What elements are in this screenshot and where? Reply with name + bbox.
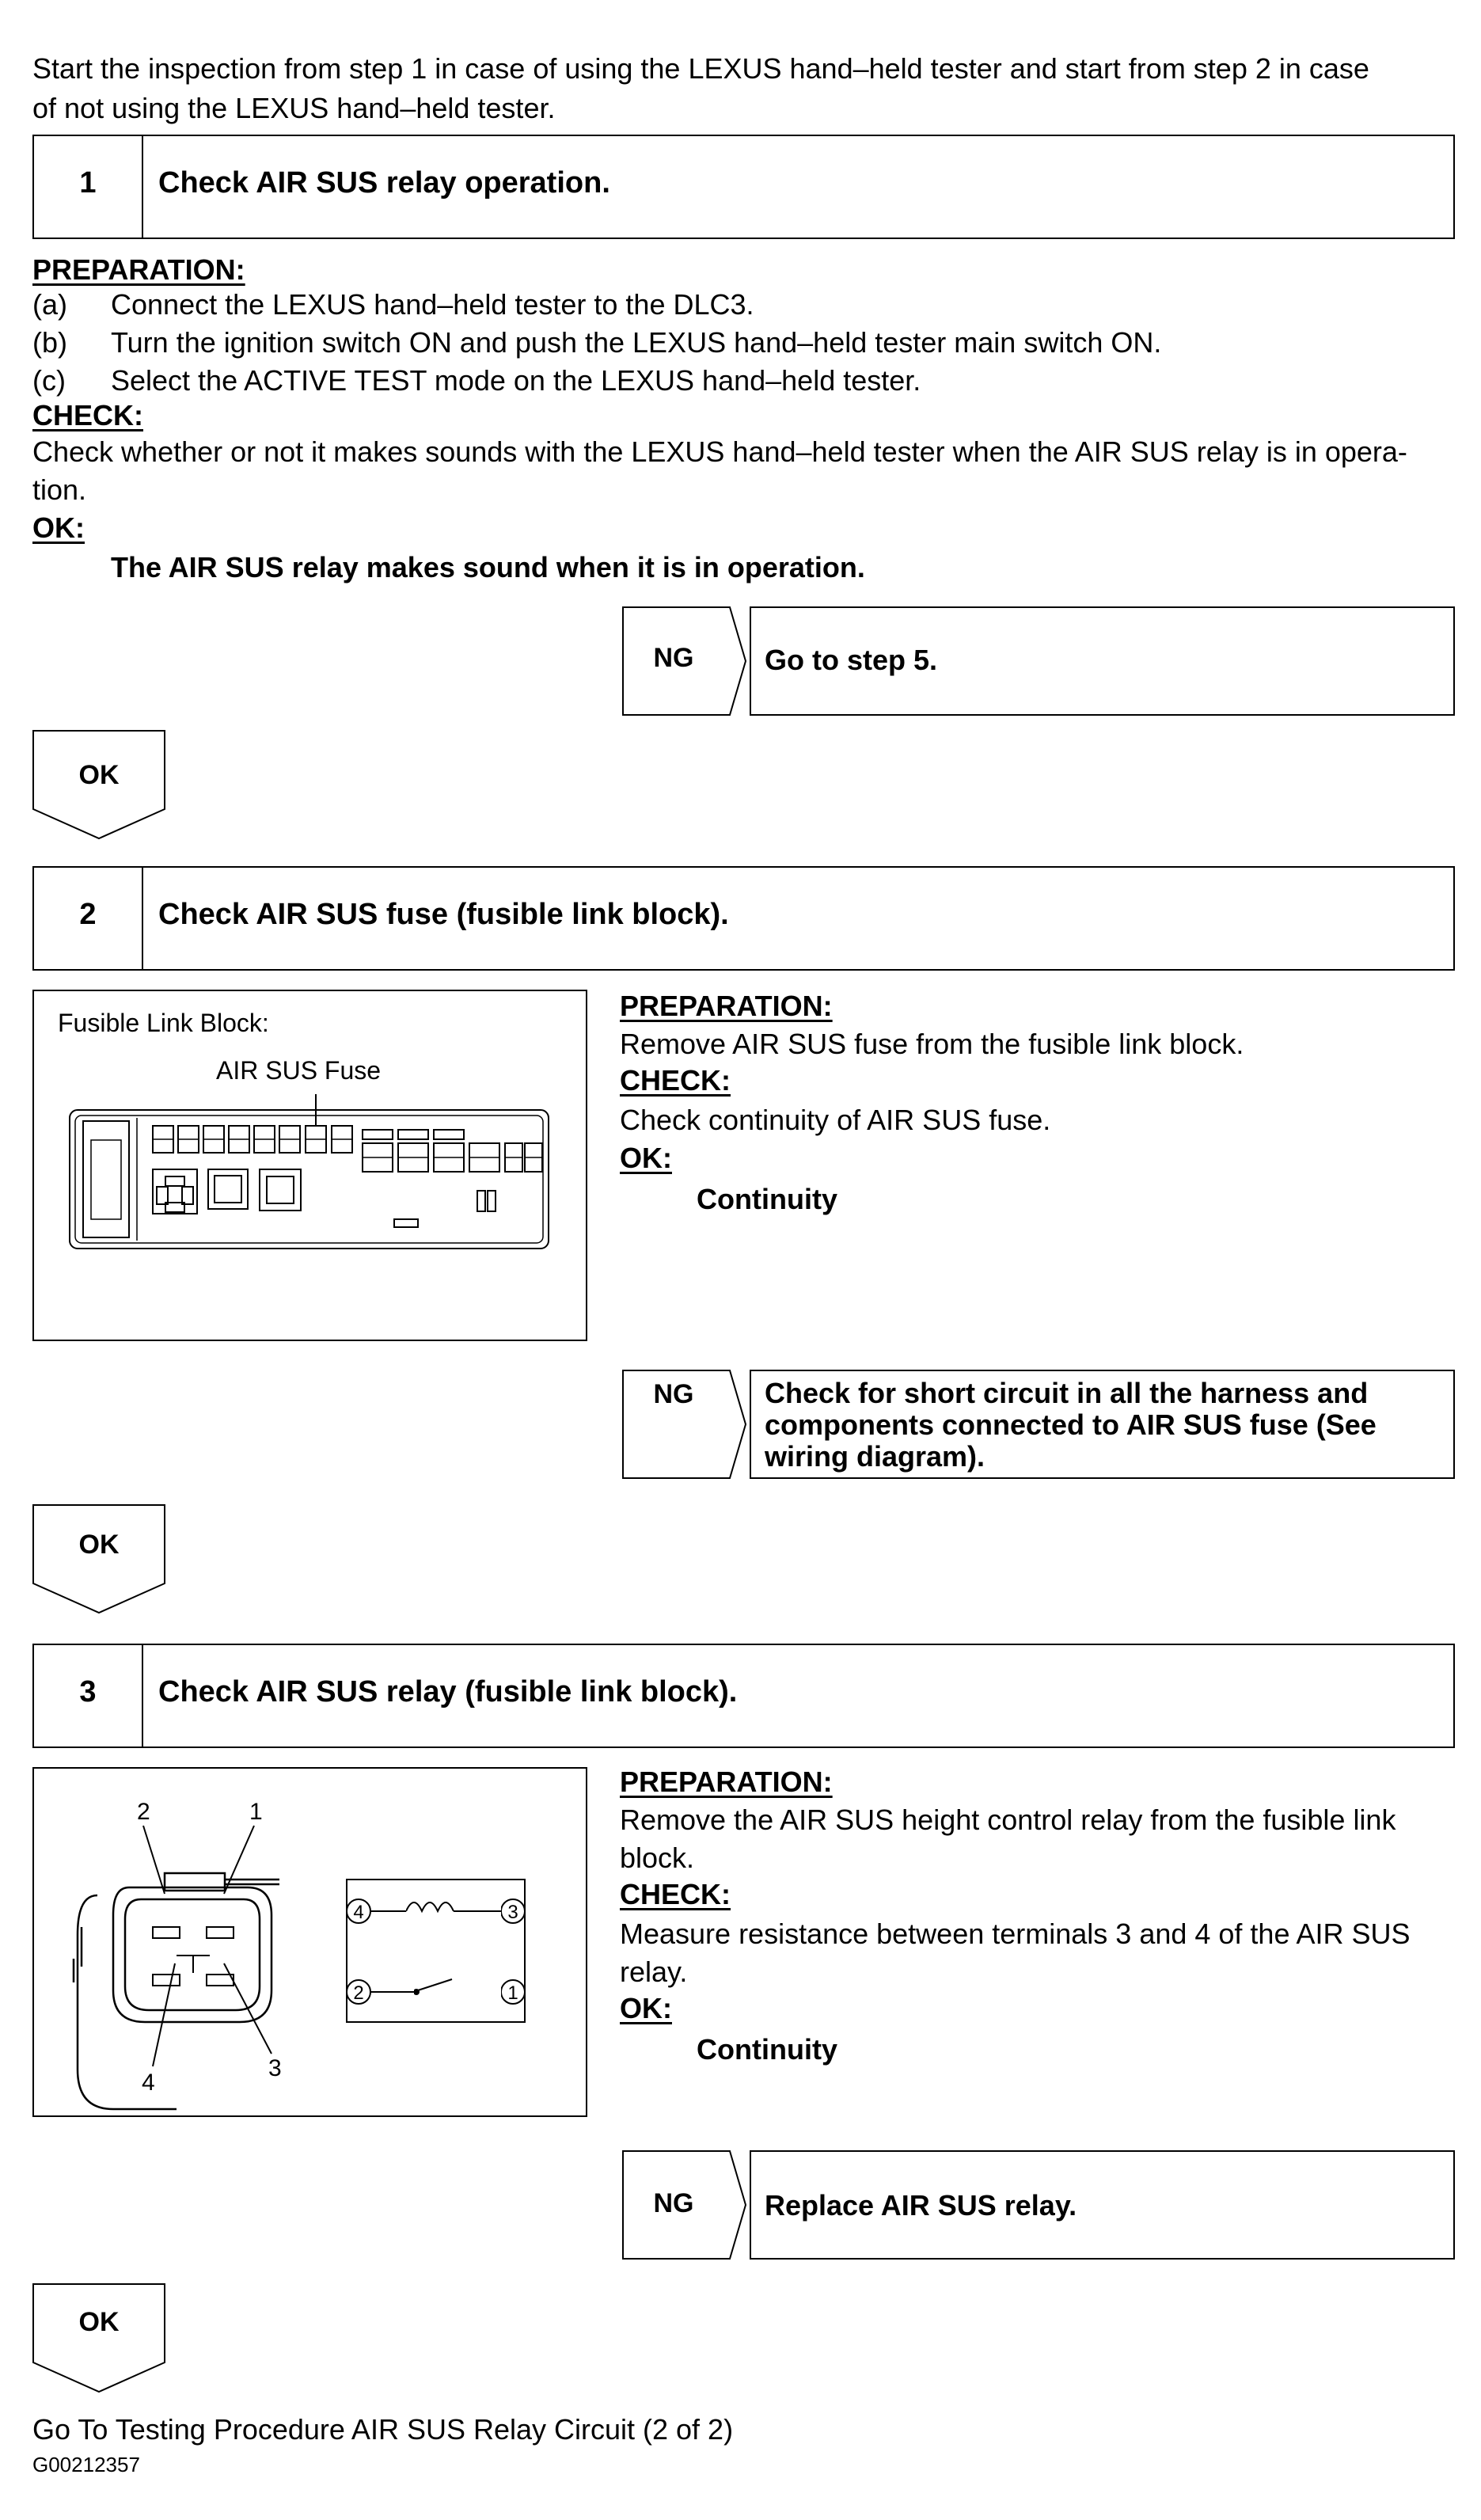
step-1-number: 1 [79,166,97,200]
air-sus-fuse-label: AIR SUS Fuse [216,1056,382,1085]
step-2-header [32,866,1455,971]
step-2-check-label: CHECK: [620,1064,731,1097]
step-1-ng-result-box [750,606,1455,716]
step-2-preparation-label: PREPARATION: [620,990,833,1022]
step-1-ok-label: OK: [32,511,85,544]
step-3-ok-text: Continuity [697,2033,837,2066]
intro-line-2: of not using the LEXUS hand–held tester. [32,92,556,124]
step-3-check-line-2: relay. [620,1956,688,1988]
step-3-ok-arrow-label: OK [78,2307,120,2337]
terminal-4-label: 4 [142,2070,155,2096]
step-2-ok-arrow-label: OK [78,1530,120,1560]
step-3-ok-arrow [32,2283,167,2394]
fusible-link-block-drawing [66,1094,556,1252]
terminal-3-label: 3 [268,2055,282,2081]
step-2-check-text: Check continuity of AIR SUS fuse. [620,1104,1051,1136]
step-2-preparation-text: Remove AIR SUS fuse from the fusible link block. [620,1028,1244,1060]
fusible-link-block-title: Fusible Link Block: [58,1009,269,1037]
step-3-ok-label: OK: [620,1992,672,2024]
terminal-1-label: 1 [249,1799,263,1825]
step-3-preparation-label: PREPARATION: [620,1766,833,1798]
step-1-prep-c-marker: (c) [32,364,66,397]
circuit-terminal-3: 3 [507,1902,518,1923]
step-3-figure [32,1767,587,2117]
step-1-prep-c-text: Select the ACTIVE TEST mode on the LEXUS hand–held tester. [111,364,921,397]
step-2-ng-result-line-1: Check for short circuit in all the harness and [765,1377,1369,1409]
circuit-terminal-2: 2 [353,1982,364,2004]
step-3-ng-result: Replace AIR SUS relay. [765,2189,1077,2222]
step-2-ok-text: Continuity [697,1183,837,1215]
figure-code: G00212357 [32,2453,140,2476]
step-1-prep-b-text: Turn the ignition switch ON and push the LEXUS hand–held tester main switch ON. [111,326,1162,359]
relay-connector-drawing [34,1769,588,2117]
circuit-terminal-1: 1 [507,1982,518,2004]
step-2-ok-label: OK: [620,1142,672,1174]
step-3-preparation-line-1: Remove the AIR SUS height control relay from the fusible link [620,1804,1396,1836]
step-1-check-line-1: Check whether or not it makes sounds with the LEXUS hand–held tester when the AIR SUS relay is in opera- [32,435,1407,468]
step-1-ok-arrow-label: OK [78,760,120,790]
step-2-figure [32,990,587,1341]
step-2-ng-result-line-3: wiring diagram). [765,1440,985,1473]
footer-goto: Go To Testing Procedure AIR SUS Relay Circuit (2 of 2) [32,2413,734,2446]
step-3-ng-result-box [750,2150,1455,2260]
step-1-check-label: CHECK: [32,399,143,431]
step-2-title: Check AIR SUS fuse (fusible link block). [158,898,729,931]
intro-line-1: Start the inspection from step 1 in case of using the LEXUS hand–held tester and start from step 2 in case [32,52,1369,85]
step-3-number: 3 [79,1675,97,1709]
step-1-prep-b-marker: (b) [32,326,67,359]
step-1-prep-a-marker: (a) [32,288,67,321]
step-2-ng-result-box [750,1370,1455,1479]
step-3-ng-label: NG [653,2188,694,2218]
step-1-check-line-2: tion. [32,473,87,506]
step-1-title: Check AIR SUS relay operation. [158,166,610,200]
step-3-preparation-line-2: block. [620,1842,695,1874]
step-1-ok-text: The AIR SUS relay makes sound when it is in operation. [111,551,865,583]
step-3-title: Check AIR SUS relay (fusible link block). [158,1675,738,1709]
step-3-check-line-1: Measure resistance between terminals 3 and 4 of the AIR SUS [620,1918,1411,1950]
step-1-ng-result: Go to step 5. [765,644,938,676]
step-3-header [32,1644,1455,1748]
step-1-header [32,135,1455,239]
step-2-number: 2 [79,898,97,931]
step-1-prep-a-text: Connect the LEXUS hand–held tester to the DLC3. [111,288,754,321]
step-1-preparation-label: PREPARATION: [32,253,245,286]
step-1-ng-label: NG [653,643,694,673]
circuit-terminal-4: 4 [353,1902,364,1923]
step-2-ng-label: NG [653,1379,694,1409]
terminal-2-label: 2 [137,1799,150,1825]
step-3-check-label: CHECK: [620,1878,731,1910]
step-2-ng-result-line-2: components connected to AIR SUS fuse (See [765,1408,1377,1441]
